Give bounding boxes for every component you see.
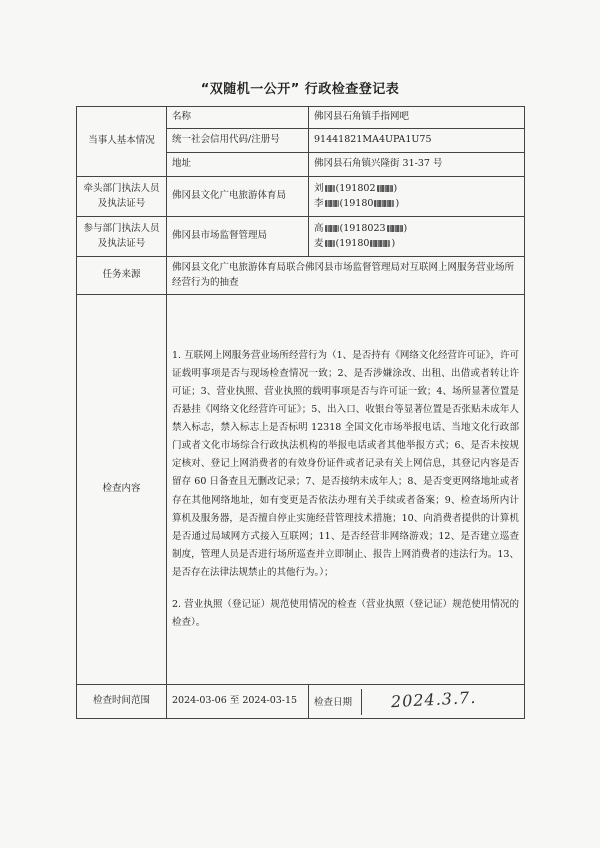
lead-dept-officers — [309, 177, 525, 217]
lead-officer-1: 刘 (191802 ) — [314, 182, 398, 194]
redaction-mark — [387, 225, 403, 232]
task-source-value: 佛冈县文化广电旅游体育局联合佛冈县市场监督管理局对互联网上网服务营业场所经营行为的抽查 — [167, 257, 525, 295]
party-code-label: 统一社会信用代码/注册号 — [167, 129, 309, 153]
inspection-record-table — [76, 106, 525, 719]
lead-dept-label: 牵头部门执法人员及执法证号 — [77, 177, 167, 217]
joint-dept-officers — [309, 217, 525, 257]
joint-officer-1: 高 (1918023 ) — [314, 222, 408, 234]
handwritten-date: 2024.3.7. — [390, 687, 477, 711]
party-name-label: 名称 — [167, 107, 309, 129]
redaction-mark — [377, 185, 393, 192]
content-body — [167, 295, 525, 685]
period-row — [77, 685, 525, 719]
lead-dept-row — [77, 177, 525, 217]
content-label: 检查内容 — [77, 295, 167, 685]
content-row — [77, 295, 525, 685]
content-item-1: 1. 互联网上网服务营业场所经营行为（1、是否持有《网络文化经营许可证》，许可证载明事项是否与现场检查情况一致；2、是否涉嫌涂改、出租、出借或者转让许可证；3、营业执照、营业执照的载明事项是否与许可证一致；4、场所显著位置是否悬挂《网络文化经营许可证》；5、出入口、收银台等显著位置是否张贴未成年人禁入标志，禁入标志上是否标明 12318 全国文化市场举报电话、当地文化行政部门或者文化市场综合行政执法机构的举报电话或者其他举报方式；6、是否未按规定核对、登记上网消费者的有效身份证件或者记录有关上网信息，其登记内容是否留存 60 日备查且无删改记录；7、是否接纳未成年人；8、是否变更网络地址或者存在其他网络地址，如有变更是否依法办理有关手续或者备案；9、检查场所内计算机及服务器，是否擅自停止实施经营管理技术措施；10、向消费者提供的计算机是否通过局域网方式接入互联网；11、是否经营非网络游戏；12、是否建立巡查制度，管理人员是否进行场所巡查并立即制止、报告上网消费者的违法行为。13、是否存在法律法规禁止的其他行为。）； — [172, 350, 519, 578]
page-title: “双随机一公开” 行政检查登记表 — [200, 82, 400, 97]
inspection-date-label: 检查日期 — [314, 696, 353, 708]
redaction-mark — [325, 185, 335, 192]
content-item-2: 2. 营业执照（登记证）规范使用情况的检查（营业执照（登记证）规范使用情况的检查）。 — [172, 598, 519, 628]
task-source-row — [77, 257, 525, 295]
party-section-label: 当事人基本情况 — [77, 107, 167, 177]
joint-dept-name: 佛冈县市场监督管理局 — [167, 217, 309, 257]
joint-dept-row — [77, 217, 525, 257]
redaction-mark — [370, 240, 390, 247]
party-code-value: 91441821MA4UPA1U75 — [309, 129, 525, 153]
lead-officer-2: 李 (19180 ) — [314, 197, 400, 209]
period-value: 2024-03-06 至 2024-03-15 — [167, 685, 309, 719]
task-source-label: 任务来源 — [77, 257, 167, 295]
party-address-value: 佛冈县石角镇兴隆街 31-37 号 — [309, 153, 525, 177]
redaction-mark — [325, 200, 339, 207]
lead-dept-name: 佛冈县文化广电旅游体育局 — [167, 177, 309, 217]
redaction-mark — [374, 200, 394, 207]
period-label: 检查时间范围 — [77, 685, 167, 719]
redaction-mark — [325, 225, 339, 232]
redaction-mark — [325, 240, 335, 247]
party-name-row — [77, 107, 525, 129]
joint-officer-2: 麦 (19180 ) — [314, 237, 396, 249]
party-name-value: 佛冈县石角镇手指网吧 — [309, 107, 525, 129]
party-address-label: 地址 — [167, 153, 309, 177]
joint-dept-label: 参与部门执法人员及执法证号 — [77, 217, 167, 257]
period-date-cell — [309, 685, 525, 719]
